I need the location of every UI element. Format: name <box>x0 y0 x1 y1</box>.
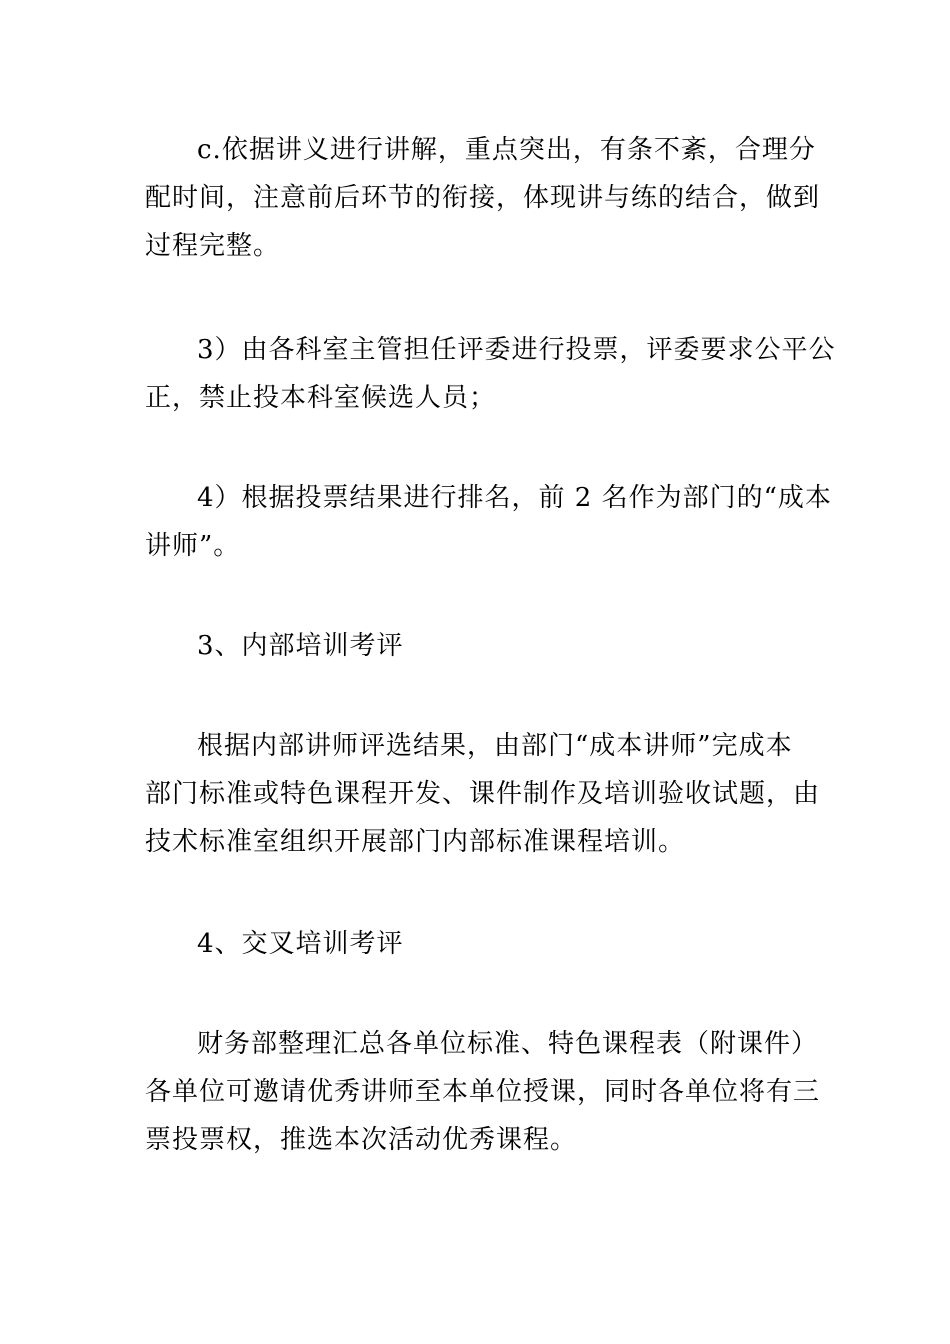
paragraph-lecture-delivery <box>145 126 821 270</box>
paragraph-voting-judges <box>145 326 836 422</box>
text-line: 部门标准或特色课程开发、课件制作及培训验收试题，由 <box>145 779 821 809</box>
text-line: 各单位可邀请优秀讲师至本单位授课，同时各单位将有三 <box>145 1077 821 1107</box>
text-line: 讲师”。 <box>145 531 241 561</box>
text-line: 过程完整。 <box>145 231 281 261</box>
text-line: 4）根据投票结果进行排名，前 2 名作为部门的“成本 <box>197 483 832 513</box>
paragraph-ranking <box>145 474 832 570</box>
paragraph-cross-training <box>145 1020 821 1164</box>
text-line: 3）由各科室主管担任评委进行投票，评委要求公平公 <box>197 335 836 365</box>
text-line: 技术标准室组织开展部门内部标准课程培训。 <box>145 827 686 857</box>
text-line: 正，禁止投本科室候选人员； <box>145 383 497 413</box>
text-line: 财务部整理汇总各单位标准、特色课程表（附课件） <box>197 1029 819 1059</box>
section-heading-cross-training <box>145 920 809 968</box>
section-heading-internal-training <box>145 622 809 670</box>
text-line: c.依据讲义进行讲解，重点突出，有条不紊，合理分 <box>197 135 816 165</box>
paragraph-internal-training <box>145 722 821 866</box>
text-line: 根据内部讲师评选结果，由部门“成本讲师”完成本 <box>197 731 793 761</box>
text-line: 配时间，注意前后环节的衔接，体现讲与练的结合，做到 <box>145 183 821 213</box>
heading-text: 3、内部培训考评 <box>197 631 404 661</box>
text-line: 票投票权，推选本次活动优秀课程。 <box>145 1125 578 1155</box>
heading-text: 4、交叉培训考评 <box>197 929 404 959</box>
